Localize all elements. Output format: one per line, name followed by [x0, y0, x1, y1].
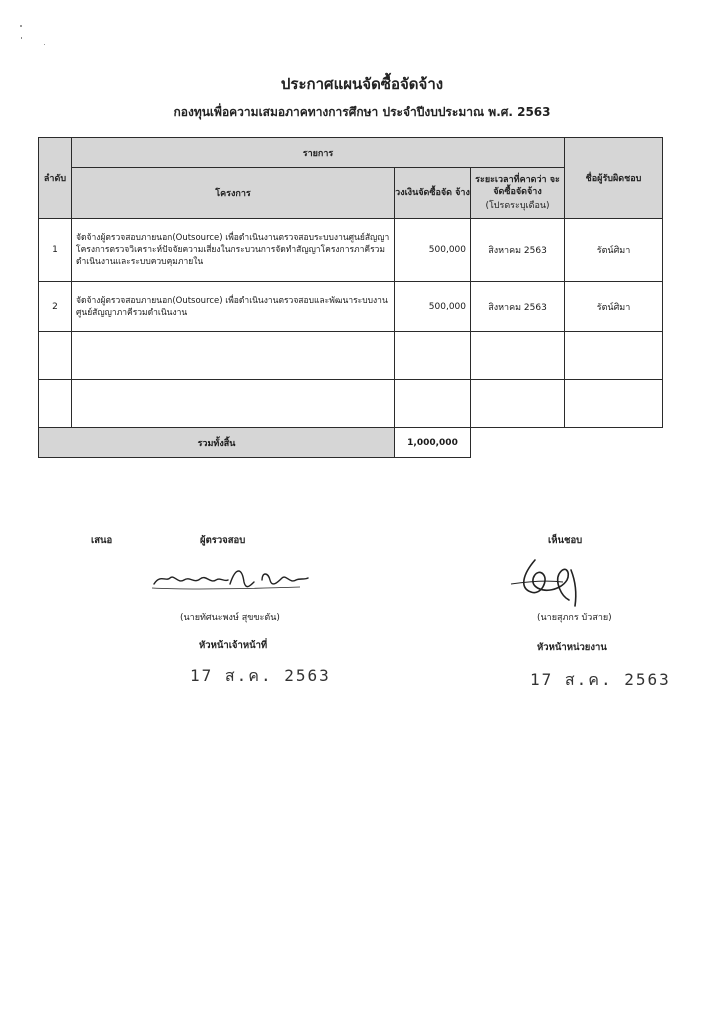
table-row — [39, 282, 663, 332]
table-header-row — [39, 138, 663, 168]
document-title: ประกาศแผนจัดซื้อจัดจ้าง — [280, 75, 444, 93]
row-budget — [395, 380, 471, 428]
header-budget: วงเงินจัดซื้อจัด จ้าง — [395, 168, 471, 219]
row-owner: รัตน์ศิมา — [565, 282, 663, 332]
document-subtitle: กองทุนเพื่อความเสมอภาคทางการศึกษา ประจำปีงบประมาณ พ.ศ. 2563 — [173, 105, 551, 119]
total-value: 1,000,000 — [395, 428, 471, 458]
row-number: 1 — [39, 219, 72, 282]
header-period-note: (โปรดระบุเดือน) — [485, 201, 550, 211]
left-signer-name: (นายทัศนะพงษ์ สุขขะตัน) — [180, 613, 280, 623]
row-project — [72, 332, 395, 380]
left-signature-icon — [150, 560, 310, 600]
approve-label: เห็นชอบ — [548, 535, 583, 546]
table-row — [39, 219, 663, 282]
table-total-row — [39, 428, 663, 458]
right-signer-position: หัวหน้าหน่วยงาน — [537, 642, 607, 653]
auditor-label: ผู้ตรวจสอบ — [200, 535, 246, 546]
header-owner: ชื่อผู้รับผิดชอบ — [565, 138, 663, 219]
right-date-stamp: 17 ส.ค. 2563 — [530, 670, 671, 689]
row-number: 2 — [39, 282, 72, 332]
row-period — [471, 332, 565, 380]
table-row — [39, 380, 663, 428]
header-period-label: ระยะเวลาที่คาดว่า จะ จัดซื้อจัดจ้าง — [475, 175, 560, 197]
row-owner: รัตน์ศิมา — [565, 219, 663, 282]
row-budget: 500,000 — [395, 282, 471, 332]
row-owner — [565, 380, 663, 428]
row-owner — [565, 332, 663, 380]
procurement-plan-table — [38, 137, 663, 458]
row-period: สิงหาคม 2563 — [471, 219, 565, 282]
row-project: จัดจ้างผู้ตรวจสอบภายนอก(Outsource) เพื่อดำเนินงานตรวจสอบระบบงานศูนย์สัญญาโครงการตรวจวิเคราะห์ปัจจัยความเสี่ยงในกระบวนการจัดทำสัญญาโครงการภาคีรวมดำเนินงานและระบบควบคุมภายใน — [72, 219, 395, 282]
scan-speck — [44, 44, 45, 45]
total-spacer — [471, 428, 565, 458]
right-signature-icon — [505, 550, 605, 610]
total-spacer — [565, 428, 663, 458]
scan-speck — [20, 25, 22, 27]
header-items: รายการ — [72, 138, 565, 168]
propose-label: เสนอ — [91, 535, 113, 546]
header-project: โครงการ — [72, 168, 395, 219]
row-budget: 500,000 — [395, 219, 471, 282]
row-period: สิงหาคม 2563 — [471, 282, 565, 332]
left-signer-position: หัวหน้าเจ้าหน้าที่ — [199, 640, 268, 651]
row-period — [471, 380, 565, 428]
row-number — [39, 380, 72, 428]
row-budget — [395, 332, 471, 380]
left-date-stamp: 17 ส.ค. 2563 — [190, 666, 331, 685]
row-project — [72, 380, 395, 428]
row-project: จัดจ้างผู้ตรวจสอบภายนอก(Outsource) เพื่อดำเนินงานตรวจสอบและพัฒนาระบบงานศูนย์สัญญาภาคีรวมดำเนินงาน — [72, 282, 395, 332]
scan-speck — [21, 37, 22, 39]
right-signer-name: (นายสุภกร บัวสาย) — [537, 613, 612, 623]
row-number — [39, 332, 72, 380]
total-label: รวมทั้งสิ้น — [39, 428, 395, 458]
header-no: ลำดับ — [39, 138, 72, 219]
table-row — [39, 332, 663, 380]
header-period — [471, 168, 565, 219]
